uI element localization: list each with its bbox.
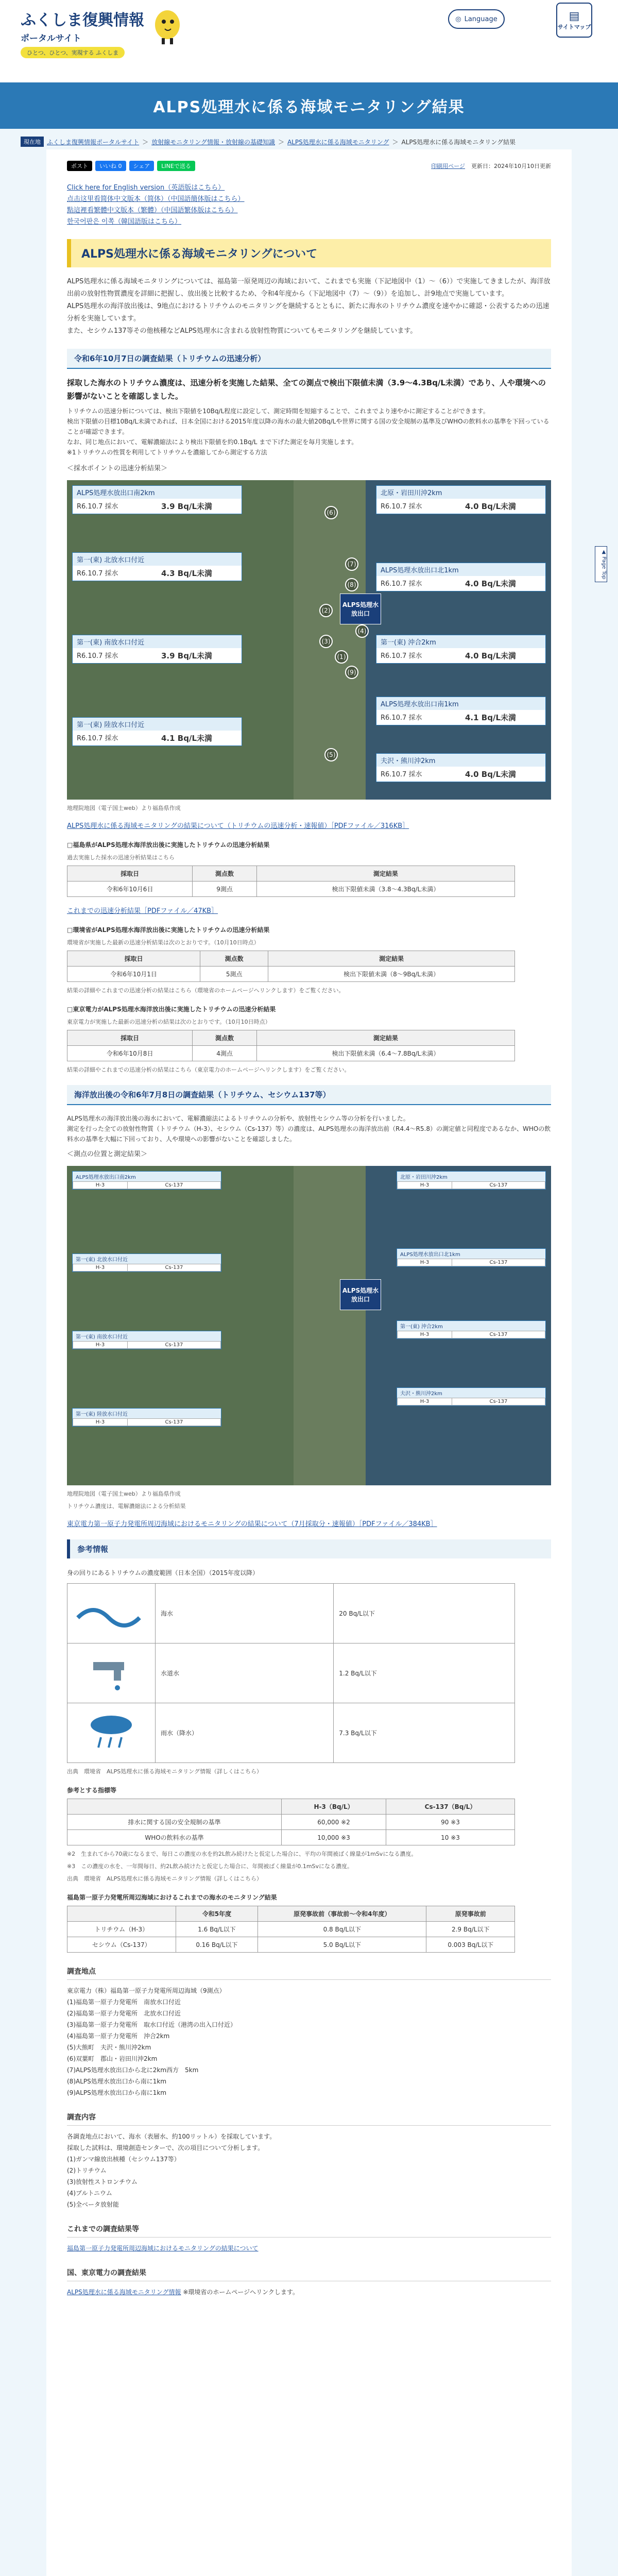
- breadcrumb: 現在地 ふくしま復興情報ポータルサイト ＞ 放射線モニタリング情報・放射線の基礎知識 ＞ ALPS処理水に係る海域モニタリング ＞ ALPS処理水に係る海域モニタリング結果: [21, 137, 597, 147]
- lang-link-zh-hant[interactable]: 點這裡看繁體中文版本（繁體）（中国語繁体版はこちら）: [67, 207, 238, 214]
- ref-caption: 身の回りにあるトリチウムの濃度範囲（日本全国）（2015年度以降）: [67, 1569, 259, 1577]
- line-button[interactable]: LINEで送る: [157, 161, 195, 171]
- site-logo[interactable]: [21, 7, 144, 58]
- wave-icon: [67, 1584, 156, 1643]
- language-button[interactable]: [448, 9, 505, 29]
- print-link[interactable]: 印刷用ページ: [431, 163, 465, 170]
- mascot-icon: [149, 5, 185, 46]
- rain-icon: [67, 1703, 156, 1763]
- map-source: 地理院地図（電子国土web）より福島県作成: [67, 805, 181, 811]
- july-map-label: ALPS処理水放出口北1km H-3 Cs-137: [397, 1248, 546, 1267]
- fk-table-note: 過去実施した採水の迅速分析結果はこちら: [67, 854, 175, 861]
- rapid-note-2: 検出下限値の目標10Bq/L未満であれば、日本全国における2015年度以降の海水の最大値20Bq/Lや世界に関する国の安全規制の基準及びWHOの飲料水の基準を下回っていることが確認できます。: [67, 418, 550, 435]
- breadcrumb-tag: 現在地: [21, 137, 44, 147]
- july-map-label: 第一(東) 南放水口付近 H-3 Cs-137: [72, 1331, 221, 1349]
- map-label: 第一(東) 陸放水口付近 R6.10.7 採水 4.1 Bq/L未満: [72, 717, 242, 746]
- section-heading-july: 海洋放出後の令和6年7月8日の調査結果（トリチウム、セシウム137等）: [67, 1085, 551, 1105]
- list-item: (7)ALPS処理水放出口から北に2km西方 5km: [67, 2066, 199, 2074]
- lang-link-ko[interactable]: 한국어판은 이쪽（韓国語版はこちら）: [67, 218, 182, 226]
- list-item: (3)福島第一原子力発電所 取水口付近（港湾の出入口付近）: [67, 2021, 237, 2028]
- list-item: (3)放射性ストロンチウム: [67, 2178, 138, 2185]
- method-p1: 各調査地点において、海水（表層水、約100リットル）を採取しています。: [67, 2133, 276, 2140]
- section-heading-rapid: 令和6年10月7日の調査結果（トリチウムの迅速分析）: [67, 349, 551, 369]
- july-map-label: 第一(東) 北放水口付近 H-3 Cs-137: [72, 1253, 221, 1272]
- map-point: (4): [355, 624, 369, 638]
- tepco-results-table: 採取日 測点数 測定結果 令和6年10月8日 4測点 検出下限値未満（6.4～7.8Bq/L未満）: [67, 1030, 515, 1061]
- map-point: (9): [345, 666, 358, 679]
- rapid-note-3: なお、同じ地点において、電解濃縮法により検出下限値を約0.1Bq/L まで下げた測定を毎月実施します。: [67, 438, 358, 446]
- map-label: 北原・岩田川沖2km R6.10.7 採水 4.0 Bq/L未満: [376, 485, 546, 514]
- ref-source: 出典 環境省 ALPS処理水に係る海域モニタリング情報（詳しくはこちら）: [67, 1768, 263, 1775]
- std-source: 出典 環境省 ALPS処理水に係る海域モニタリング情報（詳しくはこちら）: [67, 1875, 263, 1882]
- past-results-link[interactable]: 福島第一原子力発電所周辺海域におけるモニタリングの結果について: [67, 2245, 259, 2252]
- list-item: (2)トリチウム: [67, 2167, 107, 2174]
- tepco-table-title: □東京電力がALPS処理水海洋放出後に実施したトリチウムの迅速分析結果: [67, 1006, 276, 1013]
- related-suffix: ※環境省のホームページへリンクします。: [183, 2289, 299, 2296]
- table-row: 雨水（降水） 7.3 Bq/L以下: [67, 1703, 515, 1763]
- table-row: 令和6年10月8日 4測点 検出下限値未満（6.4～7.8Bq/L未満）: [67, 1046, 515, 1061]
- about-text: [67, 276, 551, 337]
- fk-past-pdf-link[interactable]: これまでの迅速分析結果［PDFファイル／47KB］: [67, 907, 218, 915]
- rapid-lead: 採取した海水のトリチウム濃度は、迅速分析を実施した結果、全ての測点で検出下限値未満（3.9～4.3Bq/L未満）であり、人や環境への影響がないことを確認しました。: [67, 378, 546, 401]
- past-title: 福島第一原子力発電所周辺海域におけるこれまでの海水のモニタリング結果: [67, 1894, 277, 1901]
- breadcrumb-link-home[interactable]: ふくしま復興情報ポータルサイト: [47, 138, 140, 146]
- july-map-source2: トリチウム濃度は、電解濃縮法による分析結果: [67, 1503, 186, 1510]
- july-map-label: ALPS処理水放出口南2km H-3 Cs-137: [72, 1171, 221, 1190]
- sitemap-label: サイトマップ: [557, 23, 591, 30]
- main-content: [46, 149, 572, 2576]
- map-label: 夫沢・熊川沖2km R6.10.7 採水 4.0 Bq/L未満: [376, 753, 546, 782]
- method-p2: 採取した試料は、環境創造センターで、次の項目について分析します。: [67, 2144, 264, 2151]
- section-heading-reference: 参考情報: [67, 1539, 551, 1558]
- share-button[interactable]: シェア: [129, 161, 154, 171]
- july-map: [67, 1166, 551, 1485]
- rapid-note-1: トリチウムの迅速分析については、検出下限値を10Bq/L程度に設定して、測定時間を短縮することで、これまでより速やかに測定することができます。: [67, 408, 489, 415]
- breadcrumb-link-monitoring[interactable]: 放射線モニタリング情報・放射線の基礎知識: [151, 138, 275, 146]
- list-item: (5)大熊町 夫沢・熊川沖2km: [67, 2044, 151, 2051]
- page-title-banner: [0, 82, 618, 129]
- july-p2: 測定を行った全ての放射性物質（トリチウム（H-3）、セシウム（Cs-137）等）の濃度は、ALPS処理水の海洋放出前（R4.4～R5.8）の測定値と同程度であるなか、WHOの飲料水の基準を大幅に下回っており、人や環境への影響がないことを確認しました。: [67, 1125, 551, 1143]
- july-map-caption: ＜測点の位置と測定結果＞: [67, 1150, 148, 1158]
- july-map-label: 北原・岩田川沖2km H-3 Cs-137: [397, 1171, 546, 1190]
- map-point: (8): [345, 578, 358, 591]
- lang-link-en[interactable]: Click here for English version（英語版はこちら）: [67, 184, 225, 192]
- about-p2: ALPS処理水の海洋放出後は、9地点におけるトリチウムのモニタリングを継続するとともに、新たに海水のトリチウム濃度を速やかに確認・公表するための迅速分析を実施しています。: [67, 302, 550, 323]
- table-row: 排水に関する国の安全規制の基準 60,000 ※2 90 ※3: [67, 1815, 515, 1830]
- list-item: (8)ALPS処理水放出口から南に1km: [67, 2078, 167, 2085]
- map-label: ALPS処理水放出口北1km R6.10.7 採水 4.0 Bq/L未満: [376, 563, 546, 591]
- lang-link-zh-hans[interactable]: 点击这里看简体中文版本（简体）（中国語簡体版はこちら）: [67, 195, 245, 203]
- map-point: (3): [319, 635, 333, 648]
- list-item: (4)福島第一原子力発電所 沖合2km: [67, 2032, 170, 2040]
- tepco-table-note: 東京電力が実施した最新の迅速分析の結果は次のとおりです。（10月10日時点）: [67, 1019, 271, 1025]
- env-table-note: 環境省が実施した最新の迅速分析結果は次のとおりです。（10月10日時点）: [67, 939, 260, 946]
- std-note-2: ※3 この濃度の水を、一年間毎日、約2L飲み続けたと仮定した場合に、年間被ばく線量が0.1mSvになる濃度。: [67, 1863, 353, 1870]
- share-bar: [67, 160, 551, 172]
- table-row: 水道水 1.2 Bq/L以下: [67, 1643, 515, 1703]
- related-heading: 国、東京電力の調査結果: [67, 2267, 551, 2281]
- map-label: 第一(東) 南放水口付近 R6.10.7 採水 3.9 Bq/L未満: [72, 635, 242, 664]
- map-label: ALPS処理水放出口南1km R6.10.7 採水 4.1 Bq/L未満: [376, 697, 546, 725]
- std-title: 参考とする指標等: [67, 1787, 117, 1794]
- table-row: 海水 20 Bq/L以下: [67, 1584, 515, 1643]
- map-point: (6): [324, 506, 338, 519]
- table-row: セシウム（Cs-137） 0.16 Bq/L以下 5.0 Bq/L以下 0.003 Bq/L以下: [67, 1937, 515, 1953]
- page-title: ALPS処理水に係る海域モニタリング結果: [153, 98, 465, 116]
- table-row: 令和6年10月6日 9測点 検出下限値未満（3.8～4.3Bq/L未満）: [67, 882, 515, 897]
- method-heading: 調査内容: [67, 2112, 551, 2126]
- section-heading-about: ALPS処理水に係る海域モニタリングについて: [67, 239, 551, 267]
- map-point: (5): [324, 748, 338, 761]
- table-row: 令和6年10月1日 5測点 検出下限値未満（8～9Bq/L未満）: [67, 967, 515, 982]
- env-table-title: □環境省がALPS処理水海洋放出後に実施したトリチウムの迅速分析結果: [67, 926, 270, 934]
- table-row: WHOの飲料水の基準 10,000 ※3 10 ※3: [67, 1830, 515, 1845]
- post-button[interactable]: ポスト: [67, 161, 92, 171]
- breadcrumb-current: ALPS処理水に係る海域モニタリング結果: [401, 138, 516, 146]
- updated-date: 更新日：2024年10月10日更新: [471, 163, 551, 170]
- tepco-link-text[interactable]: 結果の詳細やこれまでの迅速分析の結果はこちら（東京電力のホームページへリンクします）をご覧ください。: [67, 1066, 350, 1073]
- survey-heading: 調査地点: [67, 1966, 551, 1980]
- rapid-pdf-link[interactable]: ALPS処理水に係る海域モニタリングの結果について（トリチウムの迅速分析・速報値）［PDFファイル／316KB］: [67, 822, 409, 830]
- map-label: 第一(東) 沖合2km R6.10.7 採水 4.0 Bq/L未満: [376, 635, 546, 664]
- survey-intro: 東京電力（株）福島第一原子力発電所周辺海域（9測点）: [67, 1987, 226, 1994]
- logo-main-text: ふくしま復興情報: [21, 11, 144, 29]
- outlet-marker: ALPS処理水放出口: [340, 594, 381, 624]
- july-map-label: 夫沢・熊川沖2km H-3 Cs-137: [397, 1387, 546, 1406]
- list-item: (5)全ベータ放射能: [67, 2201, 119, 2208]
- map-point: (7): [345, 557, 358, 571]
- rapid-map: [67, 480, 551, 800]
- language-label: Language: [464, 15, 497, 23]
- logo-sub-text: ポータルサイト: [21, 33, 81, 44]
- july-p1: ALPS処理水の海洋放出後の海水において、電解濃縮法によるトリチウムの分析や、放射性セシウム等の分析を行いました。: [67, 1115, 409, 1122]
- map-caption: ＜採水ポイントの迅速分析結果＞: [67, 465, 168, 472]
- breadcrumb-link-alps[interactable]: ALPS処理水に係る海域モニタリング: [287, 138, 389, 146]
- july-text: [67, 1113, 551, 1144]
- like-button[interactable]: いいね 0: [95, 161, 126, 171]
- map-label: 第一(東) 北放水口付近 R6.10.7 採水 4.3 Bq/L未満: [72, 552, 242, 581]
- july-map-label: 第一(東) 沖合2km H-3 Cs-137: [397, 1320, 546, 1339]
- survey-list: [67, 1985, 551, 2098]
- sitemap-button[interactable]: [556, 3, 592, 38]
- tagline: ひとつ、ひとつ、実現する ふくしま: [21, 47, 125, 58]
- std-note-1: ※2 生まれてから70歳になるまで、毎日この濃度の水を約2L飲み続けたと仮定した場合に、平均の年間被ばく線量が1mSvになる濃度。: [67, 1851, 417, 1857]
- fk-table-title: □福島県がALPS処理水海洋放出後に実施したトリチウムの迅速分析結果: [67, 841, 270, 849]
- standards-table: H-3（Bq/L） Cs-137（Bq/L） 排水に関する国の安全規制の基準 60,000 ※2 90 ※3 WHOの飲料水の基準 10,000 ※3 10 ※3: [67, 1799, 515, 1845]
- table-row: トリチウム（H-3） 1.6 Bq/L以下 0.8 Bq/L以下 2.9 Bq/L以下: [67, 1922, 515, 1937]
- list-item: (2)福島第一原子力発電所 北放水口付近: [67, 2010, 181, 2017]
- reference-table: [67, 1583, 515, 1763]
- about-p1: ALPS処理水に係る海域モニタリングについては、福島第一原発周辺の海域において、これまでも実施（下記地図中（1）～（6））で実施してきましたが、海洋放出前の放射性物質濃度を詳細に把握し、放出後と比較するため、令和4年度から（下記地図中（7）～（9））を追加し、計9地点で実施しています。: [67, 278, 551, 298]
- july-map-label: 第一(東) 陸放水口付近 H-3 Cs-137: [72, 1408, 221, 1427]
- map-point: (2): [319, 604, 333, 617]
- rapid-note-4: ※1トリチウムの性質を利用してトリチウムを濃縮してから測定する方法: [67, 449, 267, 456]
- sitemap-icon: ▤: [569, 9, 580, 23]
- faucet-icon: [67, 1643, 156, 1703]
- env-link-text[interactable]: 結果の詳細やこれまでの迅速分析の結果はこちら（環境省のホームページへリンクします）をご覧ください。: [67, 987, 345, 994]
- language-links: [67, 182, 551, 228]
- past-results-table: 令和5年度 原発事故前（事故前〜令和4年度） 原発事故前 トリチウム（H-3） 1.6 Bq/L以下 0.8 Bq/L以下 2.9 Bq/L以下 セシウム（Cs-137） 0.16 Bq/L以下 5.0 Bq/L以下 0.003 Bq/L以下: [67, 1906, 515, 1953]
- list-item: (1)福島第一原子力発電所 南放水口付近: [67, 1998, 181, 2006]
- list-item: (1)ガンマ線放出核種（セシウム137等）: [67, 2156, 180, 2163]
- method-list: [67, 2131, 551, 2210]
- july-map-source: 地理院地図（電子国土web）より福島県作成: [67, 1490, 181, 1497]
- about-p3: また、セシウム137等その他核種などALPS処理水に含まれる放射性物質についてもモニタリングを継続しています。: [67, 327, 417, 335]
- globe-icon: ◎: [455, 15, 461, 23]
- site-header: [0, 0, 618, 116]
- list-item: (6)双葉町 郡山・岩田川沖2km: [67, 2055, 158, 2062]
- fk-results-table: 採取日 測点数 測定結果 令和6年10月6日 9測点 検出下限値未満（3.8～4.3Bq/L未満）: [67, 866, 515, 897]
- map-point: (1): [335, 650, 348, 664]
- rapid-notes: [67, 406, 551, 457]
- list-item: (9)ALPS処理水放出口から南に1km: [67, 2089, 167, 2096]
- map-label: ALPS処理水放出口南2km R6.10.7 採水 3.9 Bq/L未満: [72, 485, 242, 514]
- page-top-button[interactable]: ▲ Page Top: [595, 546, 607, 582]
- env-results-table: 採取日 測点数 測定結果 令和6年10月1日 5測点 検出下限値未満（8～9Bq/L未満）: [67, 951, 515, 982]
- links-heading: これまでの調査結果等: [67, 2224, 551, 2238]
- outlet-marker: ALPS処理水放出口: [340, 1279, 381, 1310]
- july-pdf-link[interactable]: 東京電力第一原子力発電所周辺海域におけるモニタリングの結果について（7月採取分・速報値）［PDFファイル／384KB］: [67, 1520, 437, 1528]
- list-item: (4)プルトニウム: [67, 2190, 112, 2197]
- env-monitoring-link[interactable]: ALPS処理水に係る海域モニタリング情報: [67, 2289, 181, 2296]
